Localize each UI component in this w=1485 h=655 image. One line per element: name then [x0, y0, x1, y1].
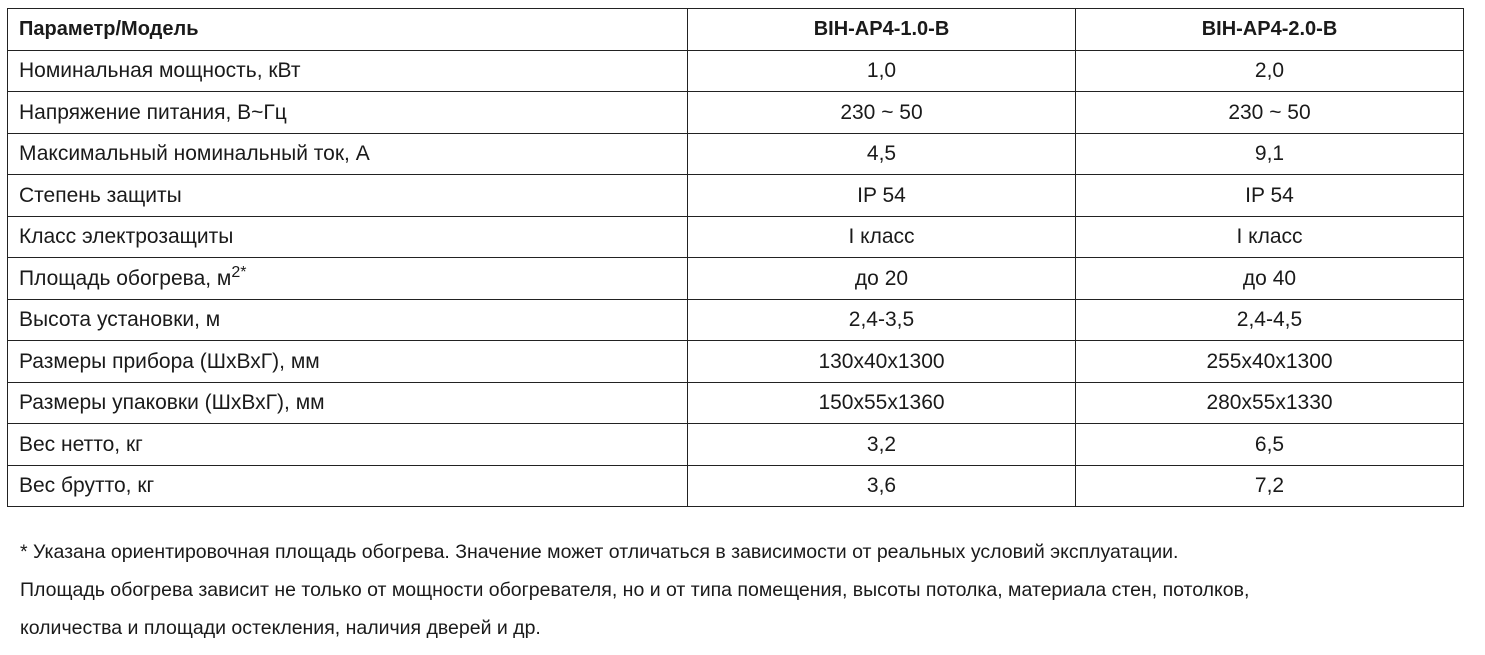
- row-param: Напряжение питания, В~Гц: [8, 92, 688, 134]
- row-param: Максимальный номинальный ток, А: [8, 133, 688, 175]
- header-model-2: BIH-AP4-2.0-B: [1076, 9, 1464, 51]
- row-value-model-1: 2,4-3,5: [688, 299, 1076, 341]
- row-value-model-1: 3,6: [688, 465, 1076, 507]
- table-row: [8, 299, 1464, 341]
- footnote-line-3: количества и площади остекления, наличия дверей и др.: [20, 617, 541, 639]
- row-value-model-2: 255x40x1300: [1076, 341, 1464, 383]
- row-value-model-1: 1,0: [688, 50, 1076, 92]
- table-row: [8, 382, 1464, 424]
- row-value-model-1: IP 54: [688, 175, 1076, 217]
- table-row: [8, 133, 1464, 175]
- row-value-model-2: 6,5: [1076, 424, 1464, 466]
- table-row: [8, 424, 1464, 466]
- table-row: [8, 465, 1464, 507]
- row-param: Номинальная мощность, кВт: [8, 50, 688, 92]
- row-param-area: [8, 258, 688, 300]
- row-param: Класс электрозащиты: [8, 216, 688, 258]
- row-value-model-2: I класс: [1076, 216, 1464, 258]
- row-value-model-2: 2,4-4,5: [1076, 299, 1464, 341]
- row-value-model-1: 150x55x1360: [688, 382, 1076, 424]
- row-value-model-1: 130x40x1300: [688, 341, 1076, 383]
- row-value-model-2: 9,1: [1076, 133, 1464, 175]
- row-value-model-1: 3,2: [688, 424, 1076, 466]
- row-value-model-2: 280x55x1330: [1076, 382, 1464, 424]
- table-row: [8, 50, 1464, 92]
- table-row: [8, 341, 1464, 383]
- footnote-line-1: * Указана ориентировочная площадь обогрева. Значение может отличаться в зависимости от реальных условий эксплуатации.: [20, 541, 1179, 563]
- table-row: [8, 258, 1464, 300]
- table-row: [8, 175, 1464, 217]
- row-value-model-1: I класс: [688, 216, 1076, 258]
- row-value-model-2: IP 54: [1076, 175, 1464, 217]
- row-value-model-1: 230 ~ 50: [688, 92, 1076, 134]
- row-param-text: Площадь обогрева, м: [19, 266, 232, 290]
- row-param: Вес нетто, кг: [8, 424, 688, 466]
- row-param: Размеры упаковки (ШхВхГ), мм: [8, 382, 688, 424]
- header-model-1: BIH-AP4-1.0-B: [688, 9, 1076, 51]
- table-header-row: [8, 9, 1464, 51]
- spec-table: [7, 8, 1464, 507]
- row-param: Вес брутто, кг: [8, 465, 688, 507]
- table-row: [8, 216, 1464, 258]
- area-superscript: 2*: [231, 263, 247, 281]
- footnote: [20, 533, 1460, 647]
- row-value-model-1: до 20: [688, 258, 1076, 300]
- row-value-model-2: 7,2: [1076, 465, 1464, 507]
- table-row: [8, 92, 1464, 134]
- row-value-model-1: 4,5: [688, 133, 1076, 175]
- row-param: Высота установки, м: [8, 299, 688, 341]
- row-value-model-2: до 40: [1076, 258, 1464, 300]
- row-value-model-2: 2,0: [1076, 50, 1464, 92]
- row-value-model-2: 230 ~ 50: [1076, 92, 1464, 134]
- row-param: Размеры прибора (ШхВхГ), мм: [8, 341, 688, 383]
- footnote-line-2: Площадь обогрева зависит не только от мощности обогревателя, но и от типа помещения, высоты потолка, материала стен, потолков,: [20, 579, 1250, 601]
- header-param: Параметр/Модель: [8, 9, 688, 51]
- row-param: Степень защиты: [8, 175, 688, 217]
